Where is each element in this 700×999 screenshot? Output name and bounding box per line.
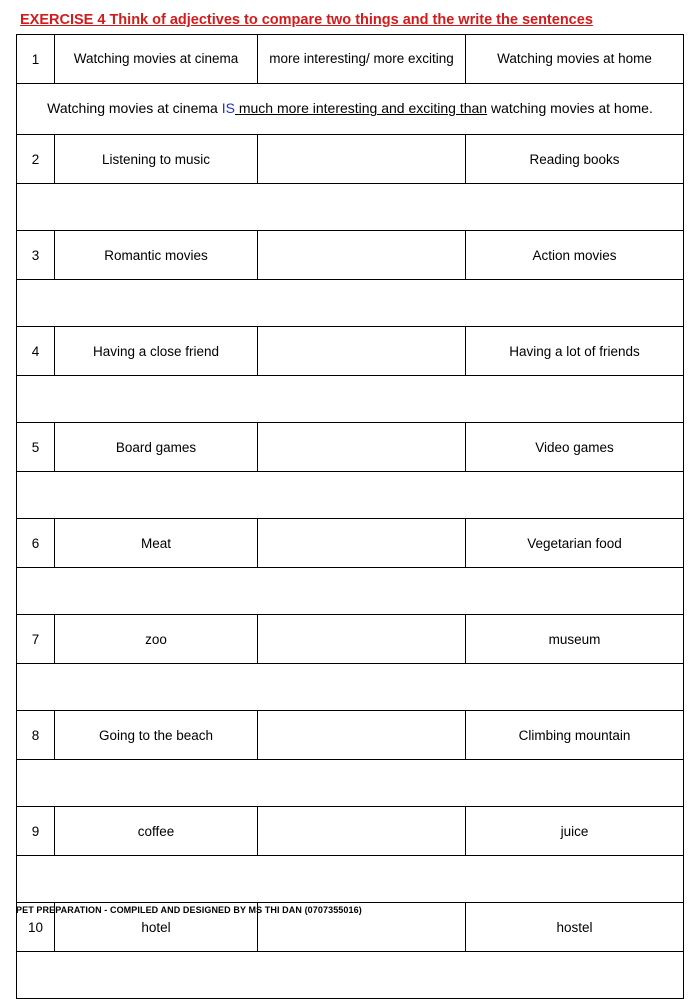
answer-sentence[interactable] (17, 664, 684, 711)
answer-sentence[interactable] (17, 952, 684, 999)
answer-row[interactable] (17, 856, 684, 903)
row-right-item: Vegetarian food (466, 519, 684, 568)
row-number: 1 (17, 35, 55, 84)
exercise-table (16, 34, 684, 999)
row-left-item: Romantic movies (55, 231, 258, 280)
answer-sentence[interactable] (17, 376, 684, 423)
row-number: 9 (17, 807, 55, 856)
table-row (17, 519, 684, 568)
answer-sentence[interactable] (17, 280, 684, 327)
row-right-item: juice (466, 807, 684, 856)
answer-part-1: Watching movies at cinema (47, 100, 222, 117)
answer-row[interactable] (17, 472, 684, 519)
row-left-item: coffee (55, 807, 258, 856)
row-left-item: Watching movies at cinema (55, 35, 258, 84)
row-number: 10 (17, 903, 55, 952)
answer-row[interactable] (17, 376, 684, 423)
answer-part-3: much more interesting and exciting than (234, 100, 488, 117)
answer-row[interactable] (17, 280, 684, 327)
answer-row[interactable] (17, 84, 684, 135)
row-right-item: Watching movies at home (466, 35, 684, 84)
table-row (17, 807, 684, 856)
row-left-item: Going to the beach (55, 711, 258, 760)
row-left-item: Listening to music (55, 135, 258, 184)
row-adjective[interactable] (258, 519, 466, 568)
row-number: 4 (17, 327, 55, 376)
row-adjective: more interesting/ more exciting (258, 35, 466, 84)
row-number: 3 (17, 231, 55, 280)
row-right-item: Video games (466, 423, 684, 472)
answer-row[interactable] (17, 952, 684, 999)
table-row (17, 711, 684, 760)
answer-sentence[interactable] (17, 760, 684, 807)
row-right-item: Climbing mountain (466, 711, 684, 760)
answer-sentence[interactable] (17, 568, 684, 615)
row-number: 6 (17, 519, 55, 568)
table-row (17, 35, 684, 84)
answer-row[interactable] (17, 568, 684, 615)
row-number: 8 (17, 711, 55, 760)
row-left-item: Meat (55, 519, 258, 568)
table-row (17, 423, 684, 472)
row-left-item: Having a close friend (55, 327, 258, 376)
answer-sentence[interactable] (17, 84, 684, 135)
table-row (17, 615, 684, 664)
page-footer: PET PREPARATION - COMPILED AND DESIGNED BY MS THI DAN (0707355016) (16, 905, 362, 915)
answer-row[interactable] (17, 760, 684, 807)
answer-row[interactable] (17, 184, 684, 231)
row-adjective[interactable] (258, 135, 466, 184)
row-left-item: Board games (55, 423, 258, 472)
row-adjective[interactable] (258, 423, 466, 472)
row-left-item: zoo (55, 615, 258, 664)
row-left-item: hotel (55, 903, 258, 952)
table-row (17, 327, 684, 376)
page-title: EXERCISE 4 Think of adjectives to compare two things and the write the sentences (20, 12, 593, 28)
row-right-item: museum (466, 615, 684, 664)
answer-sentence[interactable] (17, 184, 684, 231)
row-right-item: Reading books (466, 135, 684, 184)
row-adjective[interactable] (258, 615, 466, 664)
row-adjective[interactable] (258, 327, 466, 376)
answer-verb: IS (221, 100, 235, 117)
row-number: 5 (17, 423, 55, 472)
table-row (17, 135, 684, 184)
row-adjective[interactable] (258, 807, 466, 856)
row-right-item: Action movies (466, 231, 684, 280)
row-right-item: Having a lot of friends (466, 327, 684, 376)
row-number: 2 (17, 135, 55, 184)
answer-sentence[interactable] (17, 472, 684, 519)
row-number: 7 (17, 615, 55, 664)
table-row (17, 231, 684, 280)
row-adjective[interactable] (258, 231, 466, 280)
row-right-item: hostel (466, 903, 684, 952)
row-adjective[interactable] (258, 711, 466, 760)
answer-part-4: watching movies at home. (487, 100, 653, 117)
answer-sentence[interactable] (17, 856, 684, 903)
answer-row[interactable] (17, 664, 684, 711)
